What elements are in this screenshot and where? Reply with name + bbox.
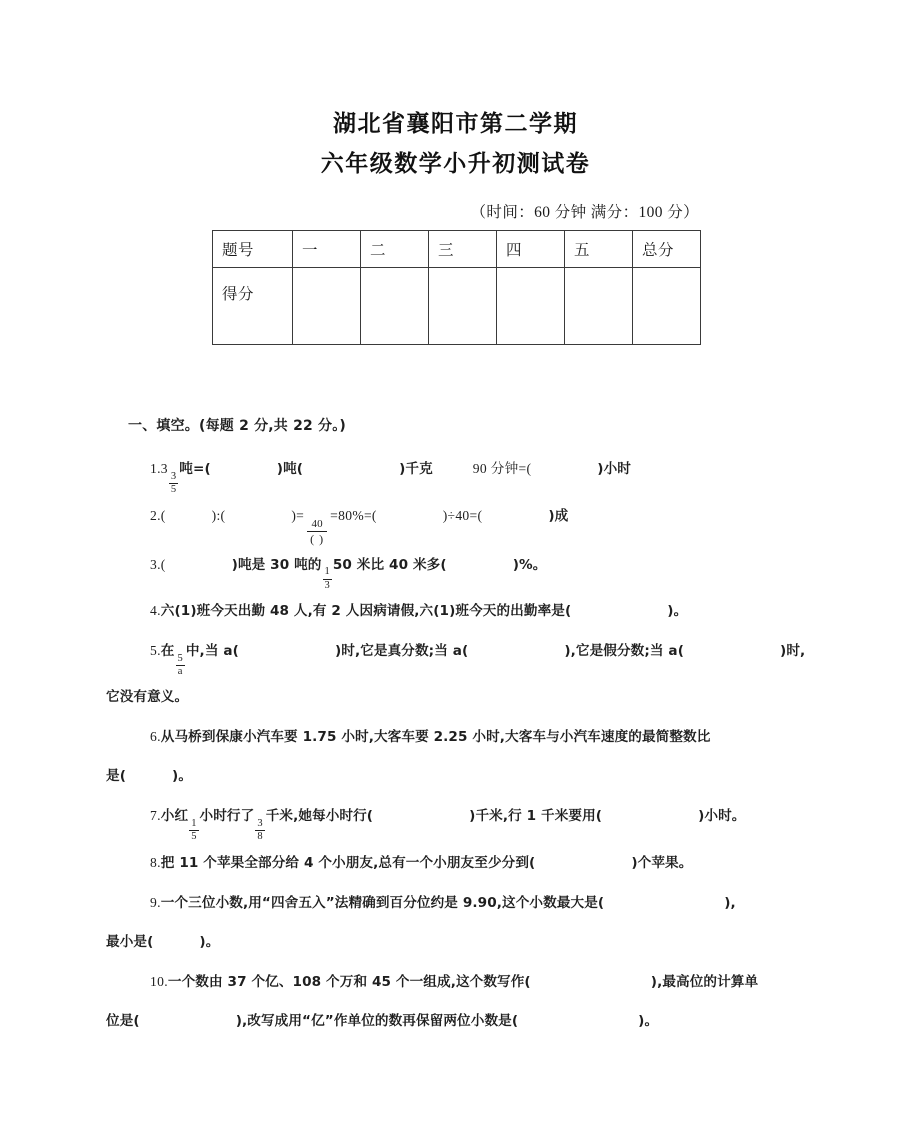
score-table — [212, 230, 701, 345]
q5-text-4: ),它是假分数;当 a( — [564, 643, 685, 660]
q6-text-3: )。 — [172, 767, 193, 784]
q1-whole-number: 3 — [160, 461, 168, 476]
score-cell-total[interactable] — [633, 268, 701, 345]
question-index-8: 8. — [150, 854, 161, 870]
question-item-5 — [128, 631, 811, 678]
question-list — [106, 449, 811, 1041]
exam-meta-info: （时间：60 分钟 满分：100 分） — [470, 204, 699, 221]
question-item-5-continuation — [106, 678, 811, 717]
score-cell-2[interactable] — [361, 268, 429, 345]
q7-text-3: 千米,她每小时行( — [265, 807, 374, 824]
q8-text-2: )个苹果。 — [631, 854, 693, 871]
question-index-7: 7. — [150, 807, 161, 823]
score-cell-1[interactable] — [293, 268, 361, 345]
q1-text-c: )千克 — [399, 461, 433, 477]
column-header-1: 一 — [293, 231, 361, 268]
question-item-7 — [128, 796, 811, 843]
q7-fraction-2: $\frac{3}{8}$ — [257, 817, 263, 843]
q1-text-d: 90 分钟=( — [472, 461, 532, 476]
row-header-score: 得分 — [213, 268, 293, 345]
question-index-4: 4. — [150, 603, 161, 619]
q9-text-4: )。 — [199, 933, 220, 950]
question-item-6 — [128, 717, 811, 757]
q2-text-5: )÷40=( — [442, 507, 483, 523]
q6-text-1: 从马桥到保康小汽车要 1.75 小时,大客车要 2.25 小时,大客车与小汽车速度的最简整数比 — [160, 728, 711, 745]
q2-text-3: )= — [291, 507, 305, 523]
q4-text-2: )。 — [667, 603, 688, 620]
q7-text-5: )小时。 — [698, 807, 746, 824]
q2-text-1: ( — [160, 507, 166, 523]
question-item-1 — [128, 449, 811, 496]
question-index-1: 1. — [150, 461, 161, 476]
q1-text-b: )吨( — [276, 461, 304, 477]
score-table-wrapper — [0, 230, 911, 345]
table-row-scores — [213, 268, 701, 345]
question-item-9 — [128, 883, 811, 923]
question-item-6-continuation — [106, 757, 811, 796]
q7-text-4: )千米,行 1 千米要用( — [469, 807, 603, 824]
question-item-2 — [128, 496, 811, 545]
q3-text-1: ( — [160, 556, 166, 572]
q8-text-1: 把 11 个苹果全部分给 4 个小朋友,总有一个小朋友至少分到( — [160, 854, 536, 871]
q2-text-6: )成 — [548, 507, 569, 524]
question-item-8 — [128, 843, 811, 883]
q7-text-1: 小红 — [160, 807, 189, 824]
column-header-2: 二 — [361, 231, 429, 268]
section-heading: 一、填空。(每题 2 分,共 22 分。) — [128, 418, 347, 434]
q2-text-2: ):( — [211, 507, 226, 523]
q7-fraction-1: $\frac{1}{5}$ — [191, 817, 197, 843]
q1-text-a: 吨=( — [179, 461, 211, 477]
q1-fraction: $\frac{3}{5}$ — [170, 470, 177, 496]
page-title-line-2: 六年级数学小升初测试卷 — [320, 150, 591, 177]
q5-fraction: $\frac{5}{a}$ — [177, 652, 183, 678]
q10-text-3: 位是( — [106, 1012, 140, 1029]
q2-text-4: =80%=( — [330, 507, 377, 523]
q1-text-e: )小时 — [597, 461, 631, 477]
question-item-10-continuation — [106, 1002, 811, 1041]
score-cell-4[interactable] — [497, 268, 565, 345]
q9-text-1: 一个三位小数,用“四舍五入”法精确到百分位约是 9.90,这个小数最大是( — [160, 894, 605, 911]
column-header-total: 总分 — [633, 231, 701, 268]
q3-text-3: 50 米比 40 米多( — [332, 556, 447, 573]
question-item-4 — [128, 591, 811, 631]
q5-text-2: 中,当 a( — [185, 643, 239, 660]
question-item-3 — [128, 545, 811, 592]
column-header-3: 三 — [429, 231, 497, 268]
q9-text-3: 最小是( — [106, 933, 154, 950]
q3-text-4: )%。 — [512, 556, 547, 573]
q3-fraction: $\frac{1}{3}$ — [324, 566, 330, 591]
q10-text-4: ),改写成用“亿”作单位的数再保留两位小数是( — [235, 1012, 519, 1029]
q9-text-2: ), — [724, 894, 736, 911]
page-title-line-1: 湖北省襄阳市第二学期 — [333, 110, 578, 137]
score-cell-3[interactable] — [429, 268, 497, 345]
question-index-2: 2. — [150, 507, 161, 523]
q10-text-5: )。 — [638, 1012, 659, 1029]
question-index-3: 3. — [150, 556, 161, 572]
question-index-6: 6. — [150, 728, 161, 744]
q5-text-6: 它没有意义。 — [106, 688, 189, 705]
q5-text-3: )时,它是真分数;当 a( — [334, 643, 469, 660]
question-item-10 — [128, 962, 811, 1002]
q7-text-2: 小时行了 — [199, 807, 255, 824]
column-header-4: 四 — [497, 231, 565, 268]
question-index-10: 10. — [150, 973, 168, 989]
q2-fraction[interactable]: $\frac{40}{( )}$ — [307, 519, 327, 545]
score-cell-5[interactable] — [565, 268, 633, 345]
question-index-9: 9. — [150, 894, 161, 910]
q3-text-2: )吨是 30 吨的 — [231, 556, 322, 573]
question-index-5: 5. — [150, 643, 161, 659]
q10-text-1: 一个数由 37 个亿、108 个万和 45 个一组成,这个数写作( — [167, 973, 531, 990]
title-block — [0, 0, 911, 184]
q4-text-1: 六(1)班今天出勤 48 人,有 2 人因病请假,六(1)班今天的出勤率是( — [160, 603, 572, 620]
q10-text-2: ),最高位的计算单 — [650, 973, 759, 990]
column-header-5: 五 — [565, 231, 633, 268]
q5-text-1: 在 — [160, 643, 175, 660]
q6-text-2: 是( — [106, 767, 127, 784]
row-header-question-number: 题号 — [213, 231, 293, 268]
question-item-9-continuation — [106, 923, 811, 962]
q5-text-5: )时, — [780, 643, 806, 660]
table-row-question-numbers — [213, 231, 701, 268]
section-fill-in-the-blank — [0, 415, 911, 1041]
